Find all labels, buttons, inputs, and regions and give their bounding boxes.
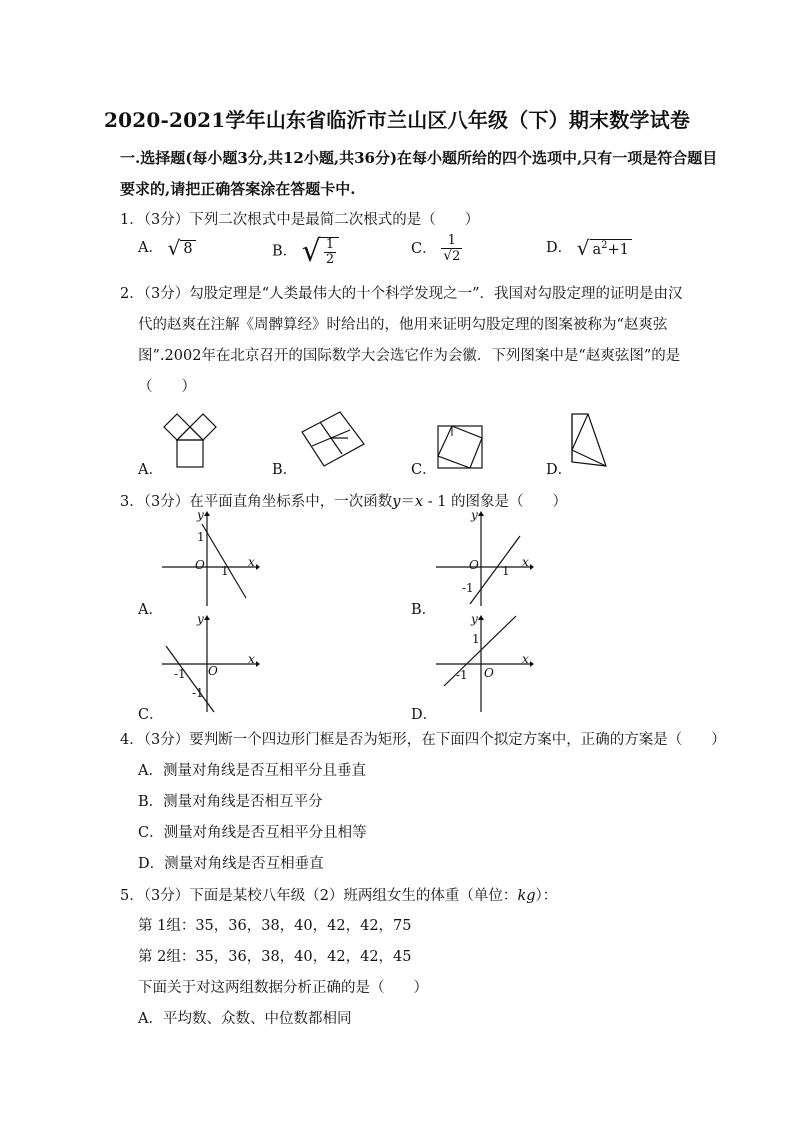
q1-option-c[interactable] — [411, 234, 462, 264]
q2-figure-c — [436, 424, 486, 470]
q5-question: 下面关于对这两组数据分析正确的是（ ） — [138, 980, 428, 996]
q3-stem-x: x — [414, 494, 424, 510]
q3-graph-c-y-intercept: -1 — [192, 686, 204, 700]
q3-graph-c-y-label: y — [197, 612, 204, 626]
q1-option-d[interactable] — [546, 236, 632, 260]
q3-graph-a-origin: O — [195, 558, 205, 572]
q5-group2: 第 2组：35，36，38，40，42，42，45 — [138, 949, 412, 965]
q3-graph-b-y-intercept: -1 — [462, 581, 474, 595]
q1-option-b-numerator: 1 — [325, 236, 335, 252]
q1-option-b-denominator: 2 — [325, 251, 335, 267]
q3-stem — [120, 490, 567, 511]
q1-option-b-label: B． — [272, 243, 298, 260]
q5-stem-pre: 5．（3分）下面是某校八年级（2）班两组女生的体重（单位： — [120, 888, 518, 904]
q5-group1: 第 1组：35，36，38，40，42，42，75 — [138, 918, 412, 934]
q3-graph-a-y-label: y — [197, 508, 204, 522]
q1-option-c-fraction: $\frac{1}{√2}$ — [443, 233, 461, 264]
q2-stem-line4: （ ） — [138, 379, 196, 395]
q3-option-b[interactable]: B． — [411, 602, 437, 618]
q3-option-a[interactable]: A． — [138, 602, 163, 618]
section-instructions-line1: 一.选择题(每小题3分,共12小题,共36分)在每小题所给的四个选项中,只有一项是符合题目 — [120, 149, 718, 167]
q5-stem-post: ）： — [535, 888, 558, 904]
q3-graph-a-x-label: x — [248, 555, 255, 569]
q4-option-d[interactable]: D．测量对角线是否互相垂直 — [138, 856, 324, 872]
q3-graph-d-origin: O — [484, 666, 494, 680]
q3-stem-pre: 3．（3分）在平面直角坐标系中，一次函数 — [120, 494, 393, 510]
q2-option-b[interactable]: B． — [272, 462, 298, 478]
q2-figure-b — [298, 408, 370, 470]
q3-graph-d-y-label: y — [471, 612, 478, 626]
q1-option-a-radicand: 8 — [180, 240, 195, 257]
q1-option-a[interactable] — [138, 236, 196, 260]
q3-option-c[interactable]: C． — [138, 707, 164, 723]
q1-stem: 1．（3分）下列二次根式中是最简二次根式的是（ ） — [120, 212, 480, 228]
q4-option-a[interactable]: A．测量对角线是否互相平分且垂直 — [138, 763, 366, 779]
q1-option-a-label: A． — [138, 240, 163, 256]
page-title: 2020-2021学年山东省临沂市兰山区八年级（下）期末数学试卷 — [103, 108, 691, 132]
q3-graph-c — [160, 614, 260, 714]
q2-figure-d — [566, 410, 610, 470]
q1-option-b[interactable] — [272, 234, 339, 269]
q1-option-a-radical: √ 8 — [168, 236, 196, 260]
q1-option-d-label: D． — [546, 240, 573, 256]
q2-option-c[interactable]: C． — [411, 462, 437, 478]
q1-option-d-tail: +1 — [607, 241, 629, 258]
q2-option-a[interactable]: A． — [138, 462, 163, 478]
q3-graph-a — [160, 510, 260, 608]
q1-option-b-radical: √ $\frac{1}{2}$ — [302, 234, 339, 269]
q3-graph-b-x-label: x — [522, 555, 529, 569]
q1-option-d-exponent: 2 — [601, 239, 608, 251]
section-instructions-line2: 要求的,请把正确答案涂在答题卡中. — [120, 180, 356, 198]
q3-stem-eq: ＝ — [400, 494, 415, 510]
q3-graph-b-y-label: y — [471, 508, 478, 522]
q4-stem: 4．（3分）要判断一个四边形门框是否为矩形，在下面四个拟定方案中，正确的方案是（ ） — [120, 732, 726, 748]
q4-option-b[interactable]: B．测量对角线是否相互平分 — [138, 794, 323, 810]
q1-option-d-radical: √ $a^2+1$ — [577, 236, 632, 260]
q3-graph-c-x-intercept: -1 — [174, 667, 186, 681]
q1-option-c-denominator: 2 — [452, 249, 461, 264]
q1-option-d-base: a — [592, 241, 602, 258]
q2-stem-line2: 代的赵爽在注解《周髀算经》时给出的，他用来证明勾股定理的图案被称为“赵爽弦 — [138, 317, 668, 333]
q2-stem-line1: 2．（3分）勾股定理是“人类最伟大的十个科学发现之一”．我国对勾股定理的证明是由汉 — [120, 286, 683, 302]
q1-option-c-numerator: 1 — [441, 234, 462, 249]
q3-graph-c-x-label: x — [248, 652, 255, 666]
q3-graph-c-origin: O — [208, 664, 218, 678]
q5-stem-unit: kg — [517, 888, 536, 904]
q4-option-c[interactable]: C．测量对角线是否互相平分且相等 — [138, 825, 367, 841]
q3-graph-b-x-intercept: 1 — [502, 564, 510, 578]
q5-stem — [120, 884, 557, 905]
q3-graph-b-origin: O — [469, 558, 479, 572]
q3-stem-y: y — [392, 494, 401, 510]
q2-figure-a — [160, 410, 230, 470]
q3-stem-post: - 1 的图象是（ ） — [423, 494, 568, 510]
q3-graph-d — [434, 614, 534, 714]
q2-stem-line3: 图”.2002年在北京召开的国际数学大会选它作为会徽．下列图案中是“赵爽弦图”的是 — [138, 348, 681, 364]
q3-graph-d-x-label: x — [522, 652, 529, 666]
q3-graph-d-y-intercept: 1 — [472, 632, 480, 646]
q3-graph-d-x-intercept: -1 — [456, 668, 468, 682]
q3-graph-a-x-intercept: 1 — [221, 564, 229, 578]
q2-option-d[interactable]: D． — [546, 462, 573, 478]
q5-option-a[interactable]: A．平均数、众数、中位数都相同 — [138, 1011, 352, 1027]
q3-graph-a-y-intercept: 1 — [197, 530, 205, 544]
q1-option-c-label: C． — [411, 241, 437, 257]
q3-option-d[interactable]: D． — [411, 707, 438, 723]
q3-graph-b — [434, 510, 534, 608]
